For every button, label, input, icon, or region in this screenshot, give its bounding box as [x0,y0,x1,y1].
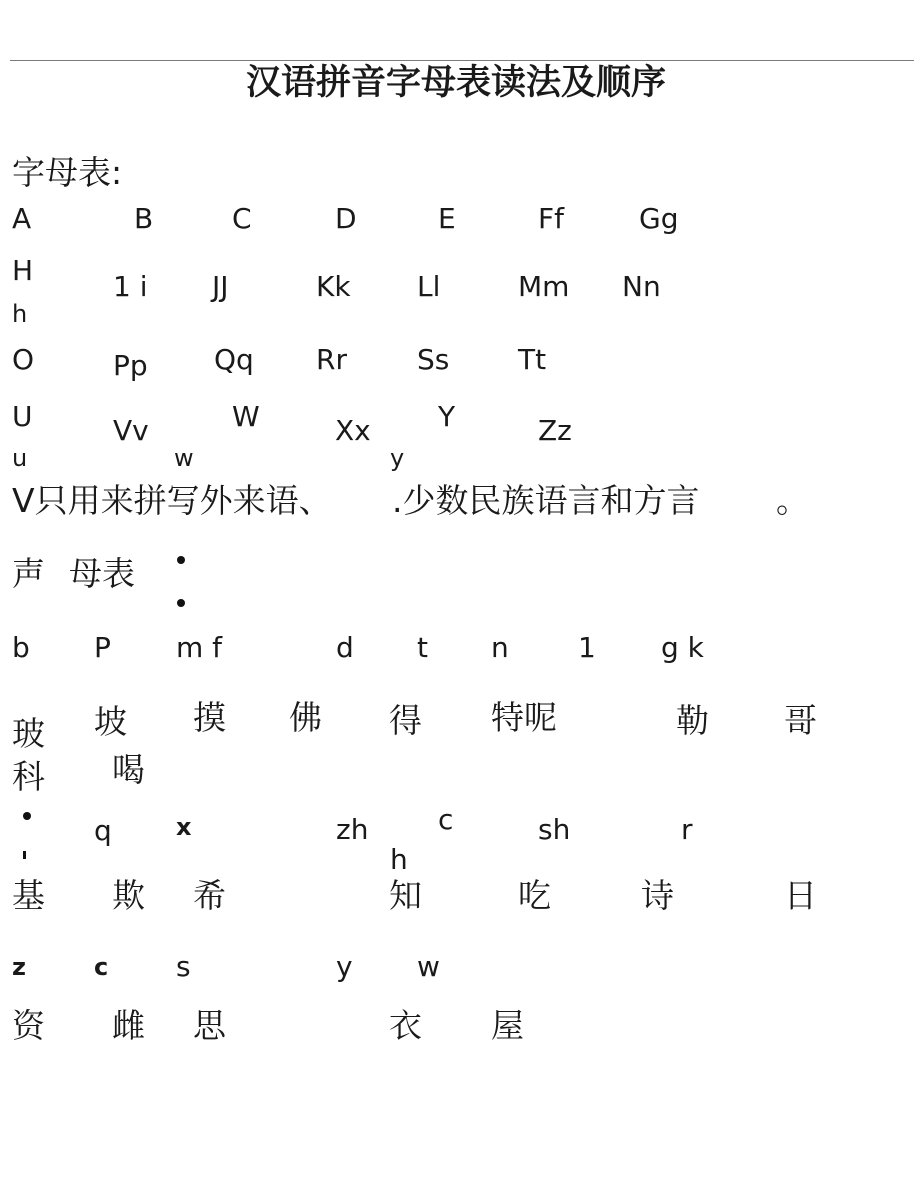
initial-letter: sh [538,813,571,846]
alphabet-heading: 字母表: [12,153,123,192]
initial-char: 特呢 [491,698,557,737]
initial-char: 坡 [94,702,127,741]
alphabet-letter: Vv [113,414,149,447]
alphabet-letter: Kk [316,270,351,303]
initial-letter: b [12,631,30,664]
initial-char: 摸 [193,698,226,737]
initial-char: 希 [193,876,226,915]
initial-letter: c [94,953,109,981]
alphabet-letter: Qq [214,343,254,376]
initial-letter: w [417,950,440,983]
cut-mark [23,851,26,859]
initial-char: 资 [12,1006,45,1045]
alphabet-letter: Rr [316,343,347,376]
alphabet-letter: A [12,202,32,235]
initial-char: 衣 [389,1006,422,1045]
alphabet-note: .少数民族语言和方言 [392,481,700,520]
alphabet-letter: E [438,202,456,235]
initial-letter: zh [336,813,369,846]
initial-char: 雌 [112,1006,145,1045]
initial-letter: x [176,813,192,841]
initial-letter: 1 [578,631,596,664]
alphabet-letter: Gg [639,202,679,235]
alphabet-letter-lower-cut: w [174,444,194,472]
alphabet-letter: C [232,202,252,235]
initial-letter: q [94,814,112,847]
initial-letter: s [176,950,191,983]
initial-char: 基 [12,876,45,915]
alphabet-letter: JJ [212,270,229,303]
alphabet-note: 。 [776,481,809,520]
initial-char: 得 [389,701,422,740]
alphabet-letter: Nn [622,270,661,303]
initial-letter: g k [661,631,704,664]
initial-letter-cut: h [390,843,408,876]
alphabet-letter: 1 i [113,270,148,303]
initial-char: 玻 [12,714,45,753]
bullet-dot [177,556,185,564]
alphabet-letter: U [12,400,33,433]
alphabet-letter: Zz [538,414,572,447]
initial-char: 诗 [641,876,674,915]
initial-letter: c [438,803,454,836]
alphabet-letter-lower-cut: y [390,444,405,472]
initial-char: 喝 [112,750,145,789]
alphabet-letter: O [12,343,35,376]
alphabet-letter: Pp [113,349,148,382]
initial-letter: y [336,950,353,983]
initial-char: 勒 [676,701,709,740]
alphabet-letter: Ss [417,343,450,376]
initial-letter: m f [176,631,223,664]
initial-char: 吃 [518,876,551,915]
alphabet-letter-lower: h [12,300,28,328]
alphabet-letter: B [134,202,154,235]
bullet-dot [23,812,31,820]
alphabet-letter: Tt [518,343,547,376]
alphabet-letter: Ff [538,202,564,235]
alphabet-letter: Y [438,400,456,433]
alphabet-letter: W [232,400,260,433]
initial-char: 欺 [112,876,145,915]
initial-char: 知 [389,876,422,915]
alphabet-letter: Mm [518,270,570,303]
initial-char: 哥 [784,701,817,740]
bullet-dot [177,599,185,607]
alphabet-note: V只用来拼写外来语、 [12,481,332,520]
initial-char: 日 [784,876,817,915]
initial-letter: t [417,631,428,664]
initial-letter: d [336,631,354,664]
initial-letter: z [12,953,26,981]
initial-char: 屋 [491,1006,524,1045]
alphabet-letter: D [335,202,357,235]
initials-heading: 母表 [69,554,135,593]
top-rule [10,60,914,61]
initial-char: 科 [12,757,45,796]
initial-letter: r [681,813,693,846]
alphabet-letter-lower-cut: u [12,444,28,472]
initial-char: 佛 [289,698,322,737]
alphabet-letter: H [12,254,34,287]
alphabet-letter: Xx [335,414,371,447]
page-title: 汉语拼音字母表读法及顺序 [246,63,667,103]
initial-char: 思 [193,1006,226,1045]
initial-letter: P [94,631,111,664]
initials-heading: 声 [12,554,45,593]
initial-letter: n [491,631,509,664]
alphabet-letter: Ll [417,270,441,303]
